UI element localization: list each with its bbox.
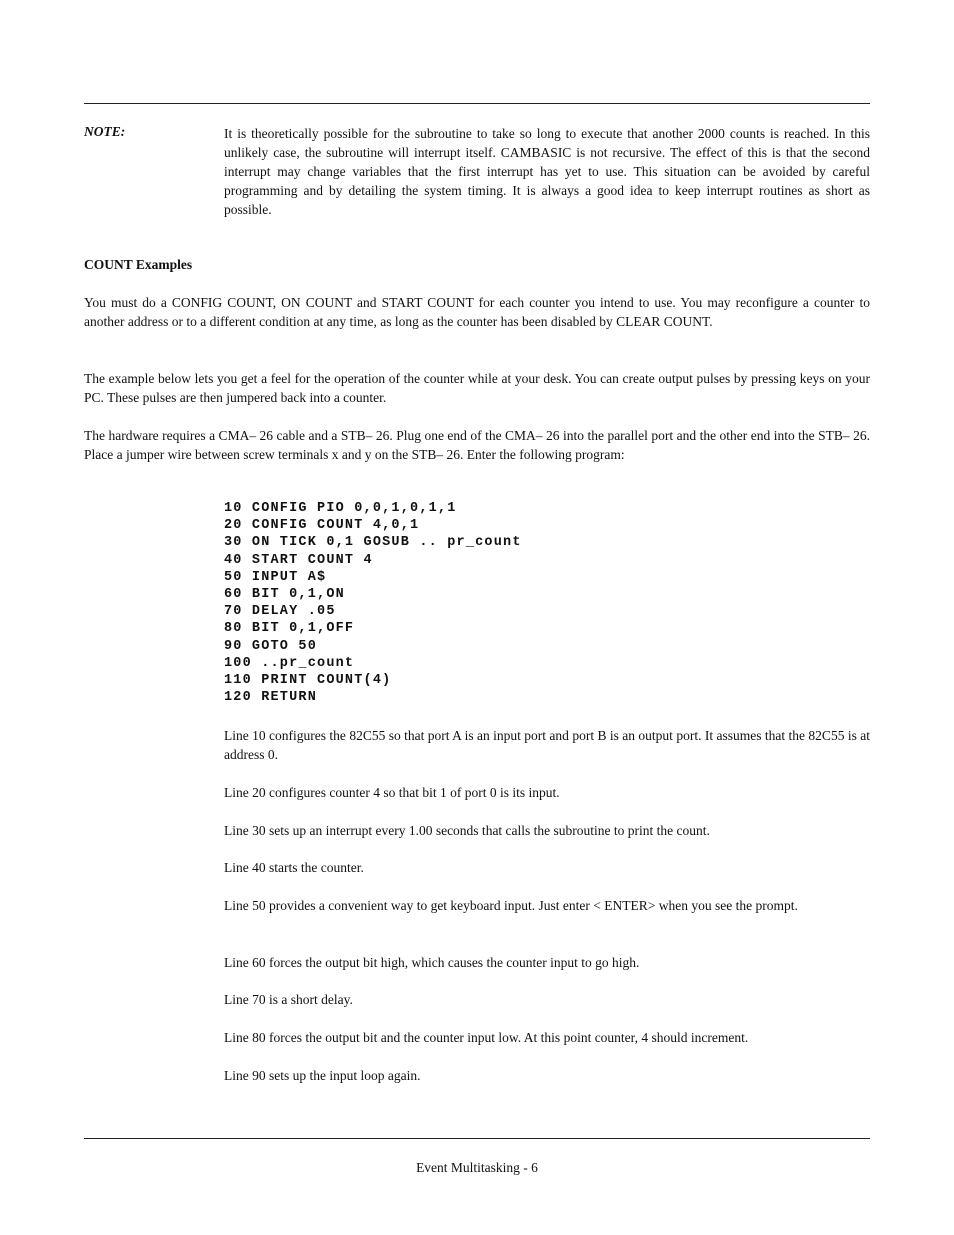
line-explanation: Line 40 starts the counter.	[224, 860, 364, 875]
code-line: 40 START COUNT 4	[224, 552, 373, 568]
code-line: 110 PRINT COUNT(4)	[224, 673, 392, 689]
line-explanation: Line 60 forces the output bit high, which causes the counter input to go high.	[224, 955, 640, 970]
code-listing	[224, 500, 522, 706]
page-footer: Event Multitasking - 6	[416, 1160, 538, 1175]
code-line: 90 GOTO 50	[224, 638, 318, 654]
note-label: NOTE:	[84, 124, 126, 139]
line-explanation: Line 10 configures the 82C55 so that port A is an input port and port B is an output port. It assumes that the 82C55 is at address 0.	[224, 728, 870, 762]
code-line: 70 DELAY .05	[224, 604, 336, 620]
line-explanation: Line 70 is a short delay.	[224, 992, 353, 1007]
note-text: It is theoretically possible for the subroutine to take so long to execute that another 2000 counts is reached. In this unlikely case, the subroutine will interrupt itself. CAMBASIC is not recursive. The effect of this is that the second interrupt may change variables that the first interrupt has yet to use. This situation can be avoided by careful programming and by detailing the system timing. It is always a good idea to keep interrupt routines as short as possible.	[224, 126, 870, 217]
paragraph: The hardware requires a CMA– 26 cable and a STB– 26. Plug one end of the CMA– 26 into the parallel port and the other end into the STB– 26. Place a jumper wire between screw terminals x and y on the STB– 26. Enter the following program:	[84, 428, 870, 462]
line-explanation: Line 80 forces the output bit and the counter input low. At this point counter, 4 should increment.	[224, 1030, 749, 1045]
section-heading: COUNT Examples	[84, 257, 193, 272]
code-line: 100 ..pr_count	[224, 655, 355, 671]
code-line: 20 CONFIG COUNT 4,0,1	[224, 518, 420, 534]
line-explanation: Line 90 sets up the input loop again.	[224, 1068, 421, 1083]
paragraph: The example below lets you get a feel for the operation of the counter while at your desk. You can create output pulses by pressing keys on your PC. These pulses are then jumpered back into a counter.	[84, 371, 870, 405]
code-line: 50 INPUT A$	[224, 569, 327, 585]
line-explanation: Line 30 sets up an interrupt every 1.00 seconds that calls the subroutine to print the count.	[224, 823, 710, 838]
code-line: 30 ON TICK 0,1 GOSUB .. pr_count	[224, 535, 522, 551]
footer-rule	[84, 1138, 870, 1139]
code-line: 10 CONFIG PIO 0,0,1,0,1,1	[224, 501, 457, 516]
code-line: 60 BIT 0,1,ON	[224, 587, 345, 603]
code-line: 80 BIT 0,1,OFF	[224, 621, 355, 637]
paragraph: You must do a CONFIG COUNT, ON COUNT and START COUNT for each counter you intend to use. You may reconfigure a counter to another address or to a different condition at any time, as long as the counter has been disabled by CLEAR COUNT.	[84, 295, 870, 329]
line-explanation: Line 20 configures counter 4 so that bit 1 of port 0 is its input.	[224, 785, 560, 800]
header-rule	[84, 103, 870, 104]
line-explanation: Line 50 provides a convenient way to get keyboard input. Just enter < ENTER> when you see the prompt.	[224, 898, 798, 913]
code-line: 120 RETURN	[224, 690, 318, 706]
